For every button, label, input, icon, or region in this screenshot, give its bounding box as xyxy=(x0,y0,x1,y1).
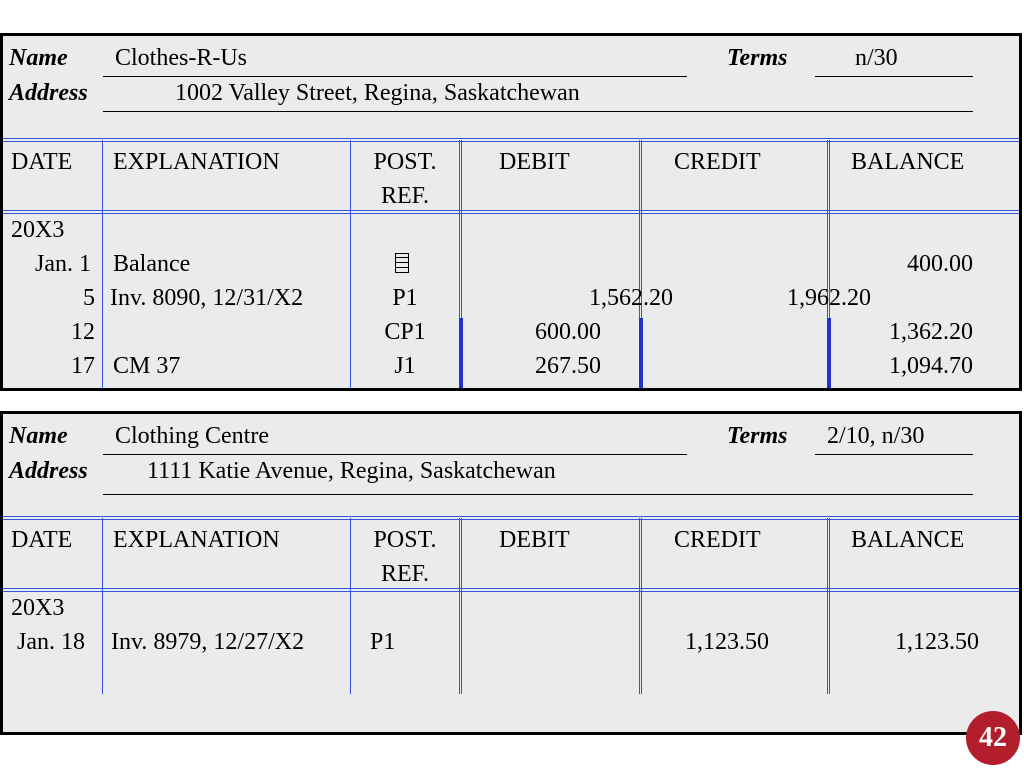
name-label: Name xyxy=(9,45,68,71)
terms-underline xyxy=(815,454,973,455)
name-underline xyxy=(103,76,687,77)
row-post-ref: J1 xyxy=(394,353,416,379)
header-explanation: EXPLANATION xyxy=(113,527,280,553)
address-underline xyxy=(103,111,973,112)
terms-label: Terms xyxy=(727,423,788,449)
row-date: Jan. 18 xyxy=(17,629,85,655)
terms-value: n/30 xyxy=(855,45,898,71)
row-balance: 1,094.70 xyxy=(889,353,973,379)
table-top-rule xyxy=(3,138,1019,142)
name-underline xyxy=(103,454,687,455)
col-divider-explanation xyxy=(350,140,351,391)
col-divider-postref-bold xyxy=(459,318,463,391)
header-bottom-rule xyxy=(3,210,1019,214)
row-explanation: CM 37 xyxy=(113,353,181,379)
col-divider-date xyxy=(102,518,103,694)
col-divider-debit xyxy=(639,518,642,694)
header-debit: DEBIT xyxy=(499,527,570,553)
row-post-ref: CP1 xyxy=(384,319,426,345)
header-balance: BALANCE xyxy=(851,149,965,175)
header-date: DATE xyxy=(11,149,73,175)
header-credit: CREDIT xyxy=(674,149,761,175)
col-divider-explanation xyxy=(350,518,351,694)
header-credit: CREDIT xyxy=(674,527,761,553)
row-explanation: Inv. 8090, 12/31/X2 xyxy=(110,285,304,311)
header-bottom-rule xyxy=(3,588,1019,592)
col-divider-debit-bold xyxy=(639,318,643,391)
row-balance: 1,362.20 xyxy=(889,319,973,345)
name-label: Name xyxy=(9,423,68,449)
page-number-badge: 42 xyxy=(966,711,1020,765)
row-balance: 1,123.50 xyxy=(895,629,979,655)
address-underline xyxy=(103,494,973,495)
col-divider-postref xyxy=(459,140,462,318)
ledger-clothes-r-us xyxy=(0,33,1022,391)
customer-address: 1111 Katie Avenue, Regina, Saskatchewan xyxy=(147,458,556,484)
address-label: Address xyxy=(9,458,88,484)
row-post-ref: P1 xyxy=(392,285,418,311)
row-balance: 1,962.20 xyxy=(787,285,871,311)
col-divider-postref xyxy=(459,518,462,694)
terms-underline xyxy=(815,76,973,77)
row-date: Jan. 1 xyxy=(35,251,91,277)
col-divider-date xyxy=(102,140,103,391)
header-debit: DEBIT xyxy=(499,149,570,175)
address-label: Address xyxy=(9,80,88,106)
col-divider-credit-bold xyxy=(827,318,831,391)
col-divider-credit xyxy=(827,518,830,694)
terms-label: Terms xyxy=(727,45,788,71)
row-debit: 600.00 xyxy=(535,319,601,345)
row-credit: 1,562.20 xyxy=(589,285,673,311)
customer-address: 1002 Valley Street, Regina, Saskatchewan xyxy=(175,80,580,106)
terms-value: 2/10, n/30 xyxy=(827,423,925,449)
header-ref: REF. xyxy=(380,183,430,209)
table-top-rule xyxy=(3,516,1019,520)
row-debit: 267.50 xyxy=(535,353,601,379)
header-ref: REF. xyxy=(380,561,430,587)
header-post: POST. xyxy=(373,527,437,553)
row-credit: 1,123.50 xyxy=(685,629,769,655)
row-post-ref: P1 xyxy=(370,629,396,655)
checkmark-icon xyxy=(395,253,409,273)
ledger-clothing-centre xyxy=(0,411,1022,735)
customer-name: Clothing Centre xyxy=(115,423,269,449)
row-date: 17 xyxy=(71,353,95,379)
row-explanation: Balance xyxy=(113,251,191,277)
row-balance: 400.00 xyxy=(907,251,973,277)
row-date: 12 xyxy=(71,319,95,345)
row-date: 5 xyxy=(83,285,95,311)
header-explanation: EXPLANATION xyxy=(113,149,280,175)
customer-name: Clothes-R-Us xyxy=(115,45,247,71)
header-post: POST. xyxy=(373,149,437,175)
header-date: DATE xyxy=(11,527,73,553)
year-label: 20X3 xyxy=(11,217,65,243)
row-explanation: Inv. 8979, 12/27/X2 xyxy=(111,629,305,655)
header-balance: BALANCE xyxy=(851,527,965,553)
year-label: 20X3 xyxy=(11,595,65,621)
